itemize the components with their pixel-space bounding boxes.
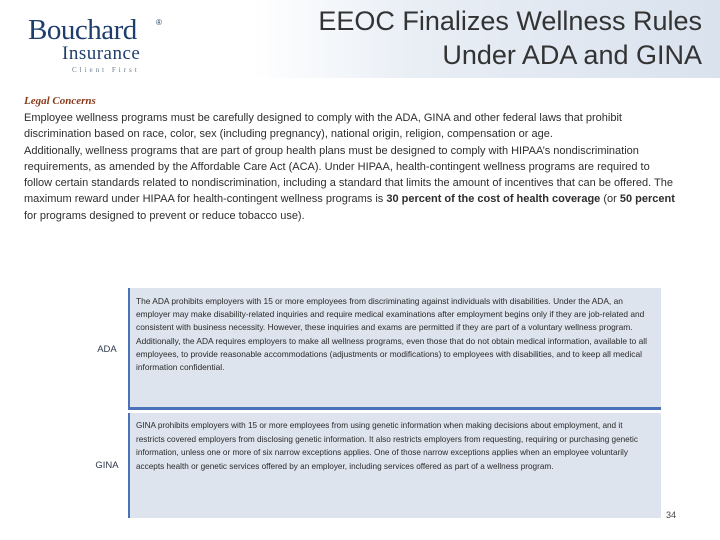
intro-paragraph-2-mid: (or [600,193,620,206]
law-comparison-table [88,288,661,518]
intro-paragraph-2-start: Additionally, wellness programs that are part of group health plans must be designed to comply with HIPAA’s nondiscrimination requirements, as amended by the Affordable Care Act (ACA). Under HIPAA, health-contingent wellness programs are required to follow certain standards related to nondiscrimination, including a standard that limits the amount of incentives that can be offered. The maximum reward under HIPAA for health-contingent wellness programs is [24,144,673,206]
company-logo [28,14,168,74]
row-text-ada: The ADA prohibits employers with 15 or more employees from discriminating against individuals with disabilities. Under the ADA, an employer may make disability-related inquiries and require medical examinations after employment begins only if they are job-related and consistent with business necessity. However, these inquiries and exams are permitted if they are part of a voluntary wellness program. Additionally, the ADA requires employers to make all wellness programs, even those that do not obtain medical information, available to all employees, to provide reasonable accommodations (adjustments or modifications) to employees with disabilities, and to keep all medical information confidential. [128,288,661,410]
intro-text [24,110,676,224]
logo-tagline: Client First [72,66,140,74]
intro-paragraph-1: Employee wellness programs must be carefully designed to comply with the ADA, GINA and other federal laws that prohibit discrimination based on race, color, sex (including pregnancy), national origin, religion, compensation or age. [24,112,622,141]
tobacco-limit-highlight: 50 percent [619,193,675,206]
title-bar [252,0,720,78]
intro-paragraph-2-end: for programs designed to prevent or reduce tobacco use). [24,209,305,222]
row-label-ada: ADA [88,288,126,410]
table-row-ada [88,288,661,410]
reward-limit-highlight: 30 percent of the cost of health coverage [386,193,601,206]
slide-title: EEOC Finalizes Wellness Rules Under ADA and GINA [318,6,702,70]
page-number: 34 [665,510,676,520]
logo-name: Bouchard [28,14,137,46]
logo-registered-mark: ® [156,18,162,27]
row-text-gina: GINA prohibits employers with 15 or more employees from using genetic information when making decisions about employment, and it restricts covered employers from disclosing genetic information. It also restricts employers from requesting, requiring or purchasing genetic information, unless one or more of six narrow exceptions applies. One of those narrow exceptions applies when an employee voluntarily accepts health or genetic services offered by an employer, including services offered as part of a wellness program. [128,413,661,518]
logo-subtitle: Insurance [62,43,141,64]
section-heading: Legal Concerns [24,95,96,107]
table-row-gina [88,413,661,518]
intro-paragraph-2 [24,143,676,224]
row-label-gina: GINA [88,413,126,518]
